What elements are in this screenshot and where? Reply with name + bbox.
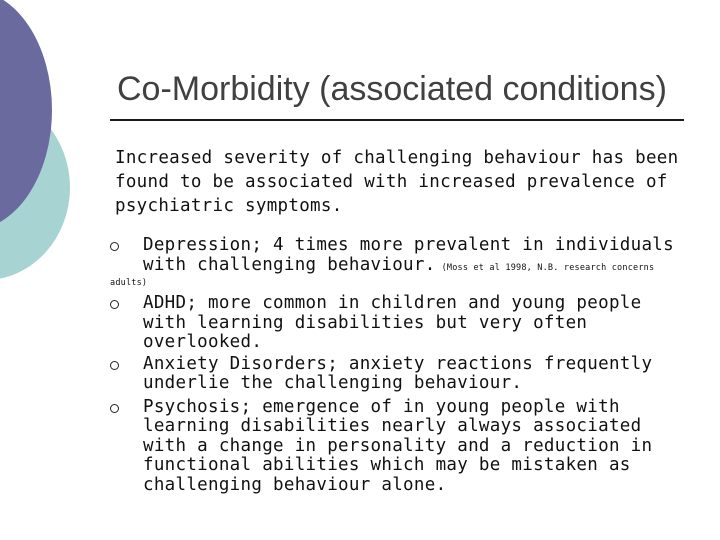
- bullet-text: ADHD; more common in children and young people with learning disabilities but very often overlooked.: [143, 293, 642, 352]
- bullet-circle-icon: [110, 404, 119, 413]
- bullet-circle-icon: [110, 361, 119, 370]
- bullet-text: Psychosis; emergence of in young people with learning disabilities nearly always associated with a change in personality and a reduction in functional abilities which may be mistaken as challenging behaviour alone.: [143, 396, 653, 495]
- bullet-text: Anxiety Disorders; anxiety reactions frequently underlie the challenging behaviour.: [143, 353, 653, 393]
- reference-note: (Moss et al 1998, N.B. research concerns: [441, 262, 655, 273]
- reference-note-continuation: adults): [110, 278, 148, 288]
- title-divider: [110, 119, 684, 121]
- bullet-item-anxiety: [110, 355, 690, 394]
- intro-paragraph: Increased severity of challenging behaviour has been found to be associated with increased prevalence of psychiatric symptoms.: [115, 148, 679, 216]
- bullet-item-adhd: [110, 294, 690, 353]
- bullet-circle-icon: [110, 242, 119, 251]
- bullet-item-psychosis: [110, 398, 690, 496]
- bullet-circle-icon: [110, 300, 119, 309]
- bullet-list: [110, 236, 690, 495]
- bullet-text: Depression; 4 times more prevalent in individuals with challenging behaviour.: [143, 235, 674, 275]
- bullet-item-depression: [110, 236, 690, 288]
- slide-title: Co-Morbidity (associated conditions): [117, 70, 667, 108]
